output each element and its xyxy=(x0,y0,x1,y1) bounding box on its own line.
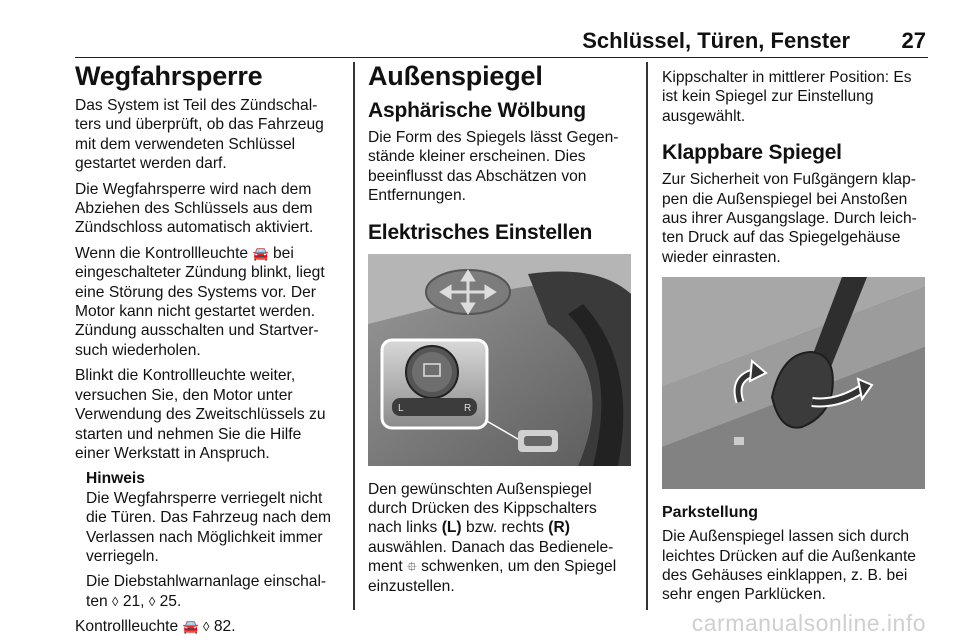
folding-mirror-photo xyxy=(662,277,925,489)
note-title: Hinweis xyxy=(86,470,145,488)
paragraph: Kippschalter in mittlerer Position: Es ist kein Spiegel zur Einstellung ausgewählt. xyxy=(662,69,912,125)
heading-aussenspiegel: Außenspiegel xyxy=(368,61,543,91)
page-reference-link[interactable]: 82 xyxy=(213,618,232,636)
text: Den gewünschten Außenspiegel durch Drücken des Kippschalters nach links xyxy=(368,480,597,537)
text: auswählen. Danach das Bedienele-ment xyxy=(368,538,614,576)
label-left: (L) xyxy=(441,519,462,537)
page-title: Schlüssel, Türen, Fenster xyxy=(582,28,850,53)
paragraph: Die Form des Spiegels lässt Gegen-stände kleiner erscheinen. Dies beeinflusst das Abschätzen von Entfernungen. xyxy=(368,129,619,205)
svg-text:L: L xyxy=(398,402,404,414)
reference-icon: ◊ xyxy=(112,593,119,609)
column-divider xyxy=(353,62,355,610)
paragraph: Kontrollleuchte 🚘 ◊ 82. xyxy=(75,618,236,636)
text: Die Diebstahlwarnanlage einschal-ten xyxy=(86,573,327,610)
text: Wenn die Kontrollleuchte xyxy=(75,244,249,262)
subheading-elektrisch: Elektrisches Einstellen xyxy=(368,220,593,244)
note-paragraph: Die Diebstahlwarnanlage einschal-ten ◊ 21, ◊ 25. xyxy=(86,573,327,610)
text: schwenken, um den Spiegel einzustellen. xyxy=(368,558,617,595)
reference-icon: ◊ xyxy=(203,619,210,635)
note-paragraph: Die Wegfahrsperre verriegelt nicht die Türen. Das Fahrzeug nach dem Verlassen nach Möglichkeit immer verriegeln. xyxy=(86,489,332,565)
column-1 xyxy=(75,60,340,642)
subheading-klappbar: Klappbare Spiegel xyxy=(662,141,842,165)
subheading-asphaerisch: Asphärische Wölbung xyxy=(368,99,586,122)
paragraph xyxy=(368,480,633,596)
column-3 xyxy=(662,60,928,611)
reference-icon: ◊ xyxy=(148,593,156,609)
text: Kontrollleuchte xyxy=(75,618,179,636)
svg-text:R: R xyxy=(464,402,472,414)
paragraph: Die Wegfahrsperre wird nach dem Abziehen des Schlüssels aus dem Zündschloss automatisch aktiviert. xyxy=(75,180,314,237)
paragraph xyxy=(75,244,340,360)
heading-wegfahrsperre: Wegfahrsperre xyxy=(75,61,263,91)
page-number: 27 xyxy=(901,28,926,53)
page-reference-link[interactable]: 25 xyxy=(159,592,177,610)
subheading-parkstellung: Parkstellung xyxy=(662,504,759,522)
page-reference-link[interactable]: 21 xyxy=(122,592,141,610)
label-right: (R) xyxy=(548,519,570,537)
mirror-adjust-icon: ⯐ xyxy=(407,559,417,575)
paragraph: Die Außenspiegel lassen sich durch leichtes Drücken auf die Außenkante des Gehäuses einklappen, z. B. bei sehr engen Parklücken. xyxy=(662,528,916,604)
paragraph: Das System ist Teil des Zündschal-ters und überprüft, ob das Fahrzeug mit dem verwendeten Schlüssel gestartet werden darf. xyxy=(75,97,324,173)
column-2 xyxy=(368,60,633,602)
text: bzw. rechts xyxy=(465,519,544,537)
page-header xyxy=(75,22,928,58)
text: bei eingeschalteter Zündung blinkt, liegt eine Störung des Systems vor. Der Motor kann nicht gestartet werden. Zündung ausschalten und Startver-such wiederholen. xyxy=(75,244,325,359)
paragraph: Zur Sicherheit von Fußgängern klap-pen die Außenspiegel bei Anstoßen aus ihrer Ausgangslage. Durch leich-ten Druck auf das Spiegelgehäuse wieder einrasten. xyxy=(662,171,917,266)
mirror-control-photo xyxy=(368,254,631,466)
column-divider xyxy=(646,62,648,610)
car-key-icon: 🚘 xyxy=(182,619,199,635)
paragraph: Blinkt die Kontrollleuchte weiter, versuchen Sie, den Motor unter Verwendung des Zweitschlüssels zu starten und nehmen Sie die Hilfe einer Werkstatt in Anspruch. xyxy=(75,367,326,462)
watermark: carmanualsonline.info xyxy=(691,610,926,636)
car-key-icon: 🚘 xyxy=(252,245,269,261)
note-box xyxy=(86,469,340,611)
